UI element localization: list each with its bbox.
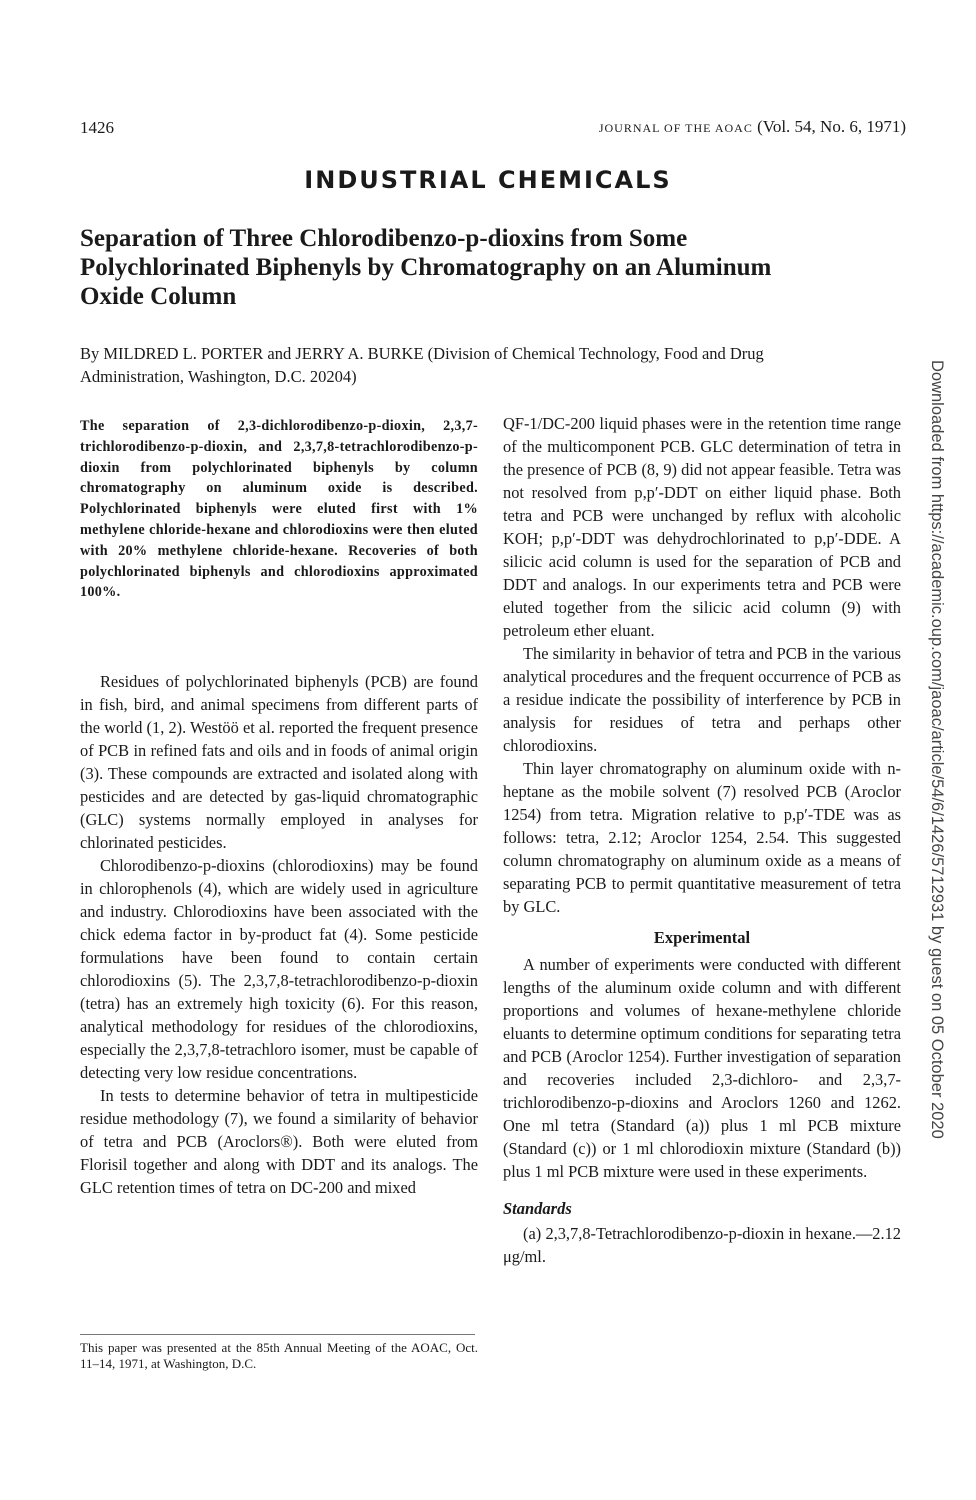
footnote-divider (80, 1334, 475, 1335)
experimental-heading: Experimental (653, 928, 751, 947)
section-title: INDUSTRIAL CHEMICALS (304, 166, 672, 194)
running-head (599, 117, 906, 137)
volume-info: (Vol. 54, No. 6, 1971) (757, 117, 906, 136)
journal-name: JOURNAL OF THE AOAC (598, 121, 753, 135)
paragraph: Residues of polychlorinated biphenyls (PCB) are found in fish, bird, and animal specimens from different parts of the world (1, 2). Westöö et al. reported the frequent presence of PCB in refined fats and oils and in foods of animal origin (3). These compounds are extracted and isolated along with pesticides and are detected by gas-liquid chromatographic (GLC) systems normally employed in analyses for chlorinated pesticides. (80, 672, 478, 852)
paragraph: QF-1/DC-200 liquid phases were in the retention time range of the multicomponent PCB. GLC determination of tetra in the presence of PCB (8, 9) did not appear feasible. Tetra was not resolved from p,p′-DDT on either liquid phase. Both tetra and PCB were unchanged by reflux with alcoholic KOH; p,p′-DDT was dehydrochlorinated to p,p′-DDE. A silicic acid column is used for the separation of PCB and DDT and analogs. In our experiments tetra and PCB were eluted together from the silicic acid column (9) with petroleum ether eluant. (503, 414, 901, 640)
page-number: 1426 (80, 118, 114, 137)
right-column (503, 412, 901, 1268)
standards-heading: Standards (503, 1199, 572, 1218)
paragraph: The similarity in behavior of tetra and PCB in the various analytical procedures and the frequent occurrence of PCB as a residue indicate the possibility of interference by PCB in analysis for residues of tetra and perhaps other chlorodioxins. (503, 644, 901, 755)
paragraph: Thin layer chromatography on aluminum oxide with n-heptane as the mobile solvent (7) resolved PCB (Aroclor 1254) from tetra. Migration relative to p,p′-TDE was as follows: tetra, 2.12; Aroclor 1254, 2.54. This suggested column chromatography on aluminum oxide as a means of separating PCB to permit quantitative measurement of tetra by GLC. (503, 759, 901, 916)
abstract: The separation of 2,3-dichlorodibenzo-p-dioxin, 2,3,7-trichlorodibenzo-p-dioxin, and 2,3,7,8-tetrachlorodibenzo-p-dioxin from polychlorinated biphenyls by column chromatography on aluminum oxide is described. Polychlorinated biphenyls were eluted first with 1% methylene chloride-hexane and chlorodioxins were then eluted with 20% methylene chloride-hexane. Recoveries of both polychlorinated biphenyls and chlorodioxins approximated 100%. (80, 418, 478, 601)
paragraph: A number of experiments were conducted with different lengths of the aluminum oxide column and with different proportions and volumes of hexane-methylene chloride eluants to determine optimum conditions for separating tetra and PCB (Aroclor 1254). Further investigation of separation and recoveries included 2,3-dichloro- and 2,3,7-trichlorodibenzo-p-dioxins and Aroclors 1260 and 1262. One ml tetra (Standard (a)) plus 1 ml PCB mixture (Standard (c)) or 1 ml chlorodioxin mixture (Standard (b)) plus 1 ml PCB mixture were used in these experiments. (503, 955, 901, 1181)
standard-item-a: (a) 2,3,7,8-Tetrachlorodibenzo-p-dioxin in hexane.—2.12 μg/ml. (503, 1224, 901, 1266)
footnote: This paper was presented at the 85th Annual Meeting of the AOAC, Oct. 11–14, 1971, at Washington, D.C. (80, 1340, 478, 1371)
download-watermark: Downloaded from https://academic.oup.com/jaoac/article/54/6/1426/5712931 by guest on 05 October 2020 (928, 360, 946, 1139)
byline: By MILDRED L. PORTER and JERRY A. BURKE (Division of Chemical Technology, Food and Drug Administration, Washington, D.C. 20204) (80, 344, 764, 386)
paragraph: Chlorodibenzo-p-dioxins (chlorodioxins) may be found in chlorophenols (4), which are widely used in agriculture and industry. Chlorodioxins have been associated with the chick edema factor in by-product fat (4). Some pesticide formulations have been found to contain certain chlorodioxins (5). The 2,3,7,8-tetrachlorodibenzo-p-dioxin (tetra) has an extremely high toxicity (6). For this reason, analytical methodology for residues of the chlorodioxins, especially the 2,3,7,8-tetrachloro isomer, must be capable of detecting very low residue concentrations. (80, 856, 478, 1082)
left-column (80, 670, 478, 1199)
article-title: Separation of Three Chlorodibenzo-p-dioxins from Some Polychlorinated Biphenyls by Chromatography on an Aluminum Oxide Column (80, 225, 772, 310)
paragraph: In tests to determine behavior of tetra in multipesticide residue methodology (7), we found a similarity of behavior of tetra and PCB (Aroclors®). Both were eluted from Florisil together and along with DDT and its analogs. The GLC retention times of tetra on DC-200 and mixed (80, 1086, 478, 1197)
